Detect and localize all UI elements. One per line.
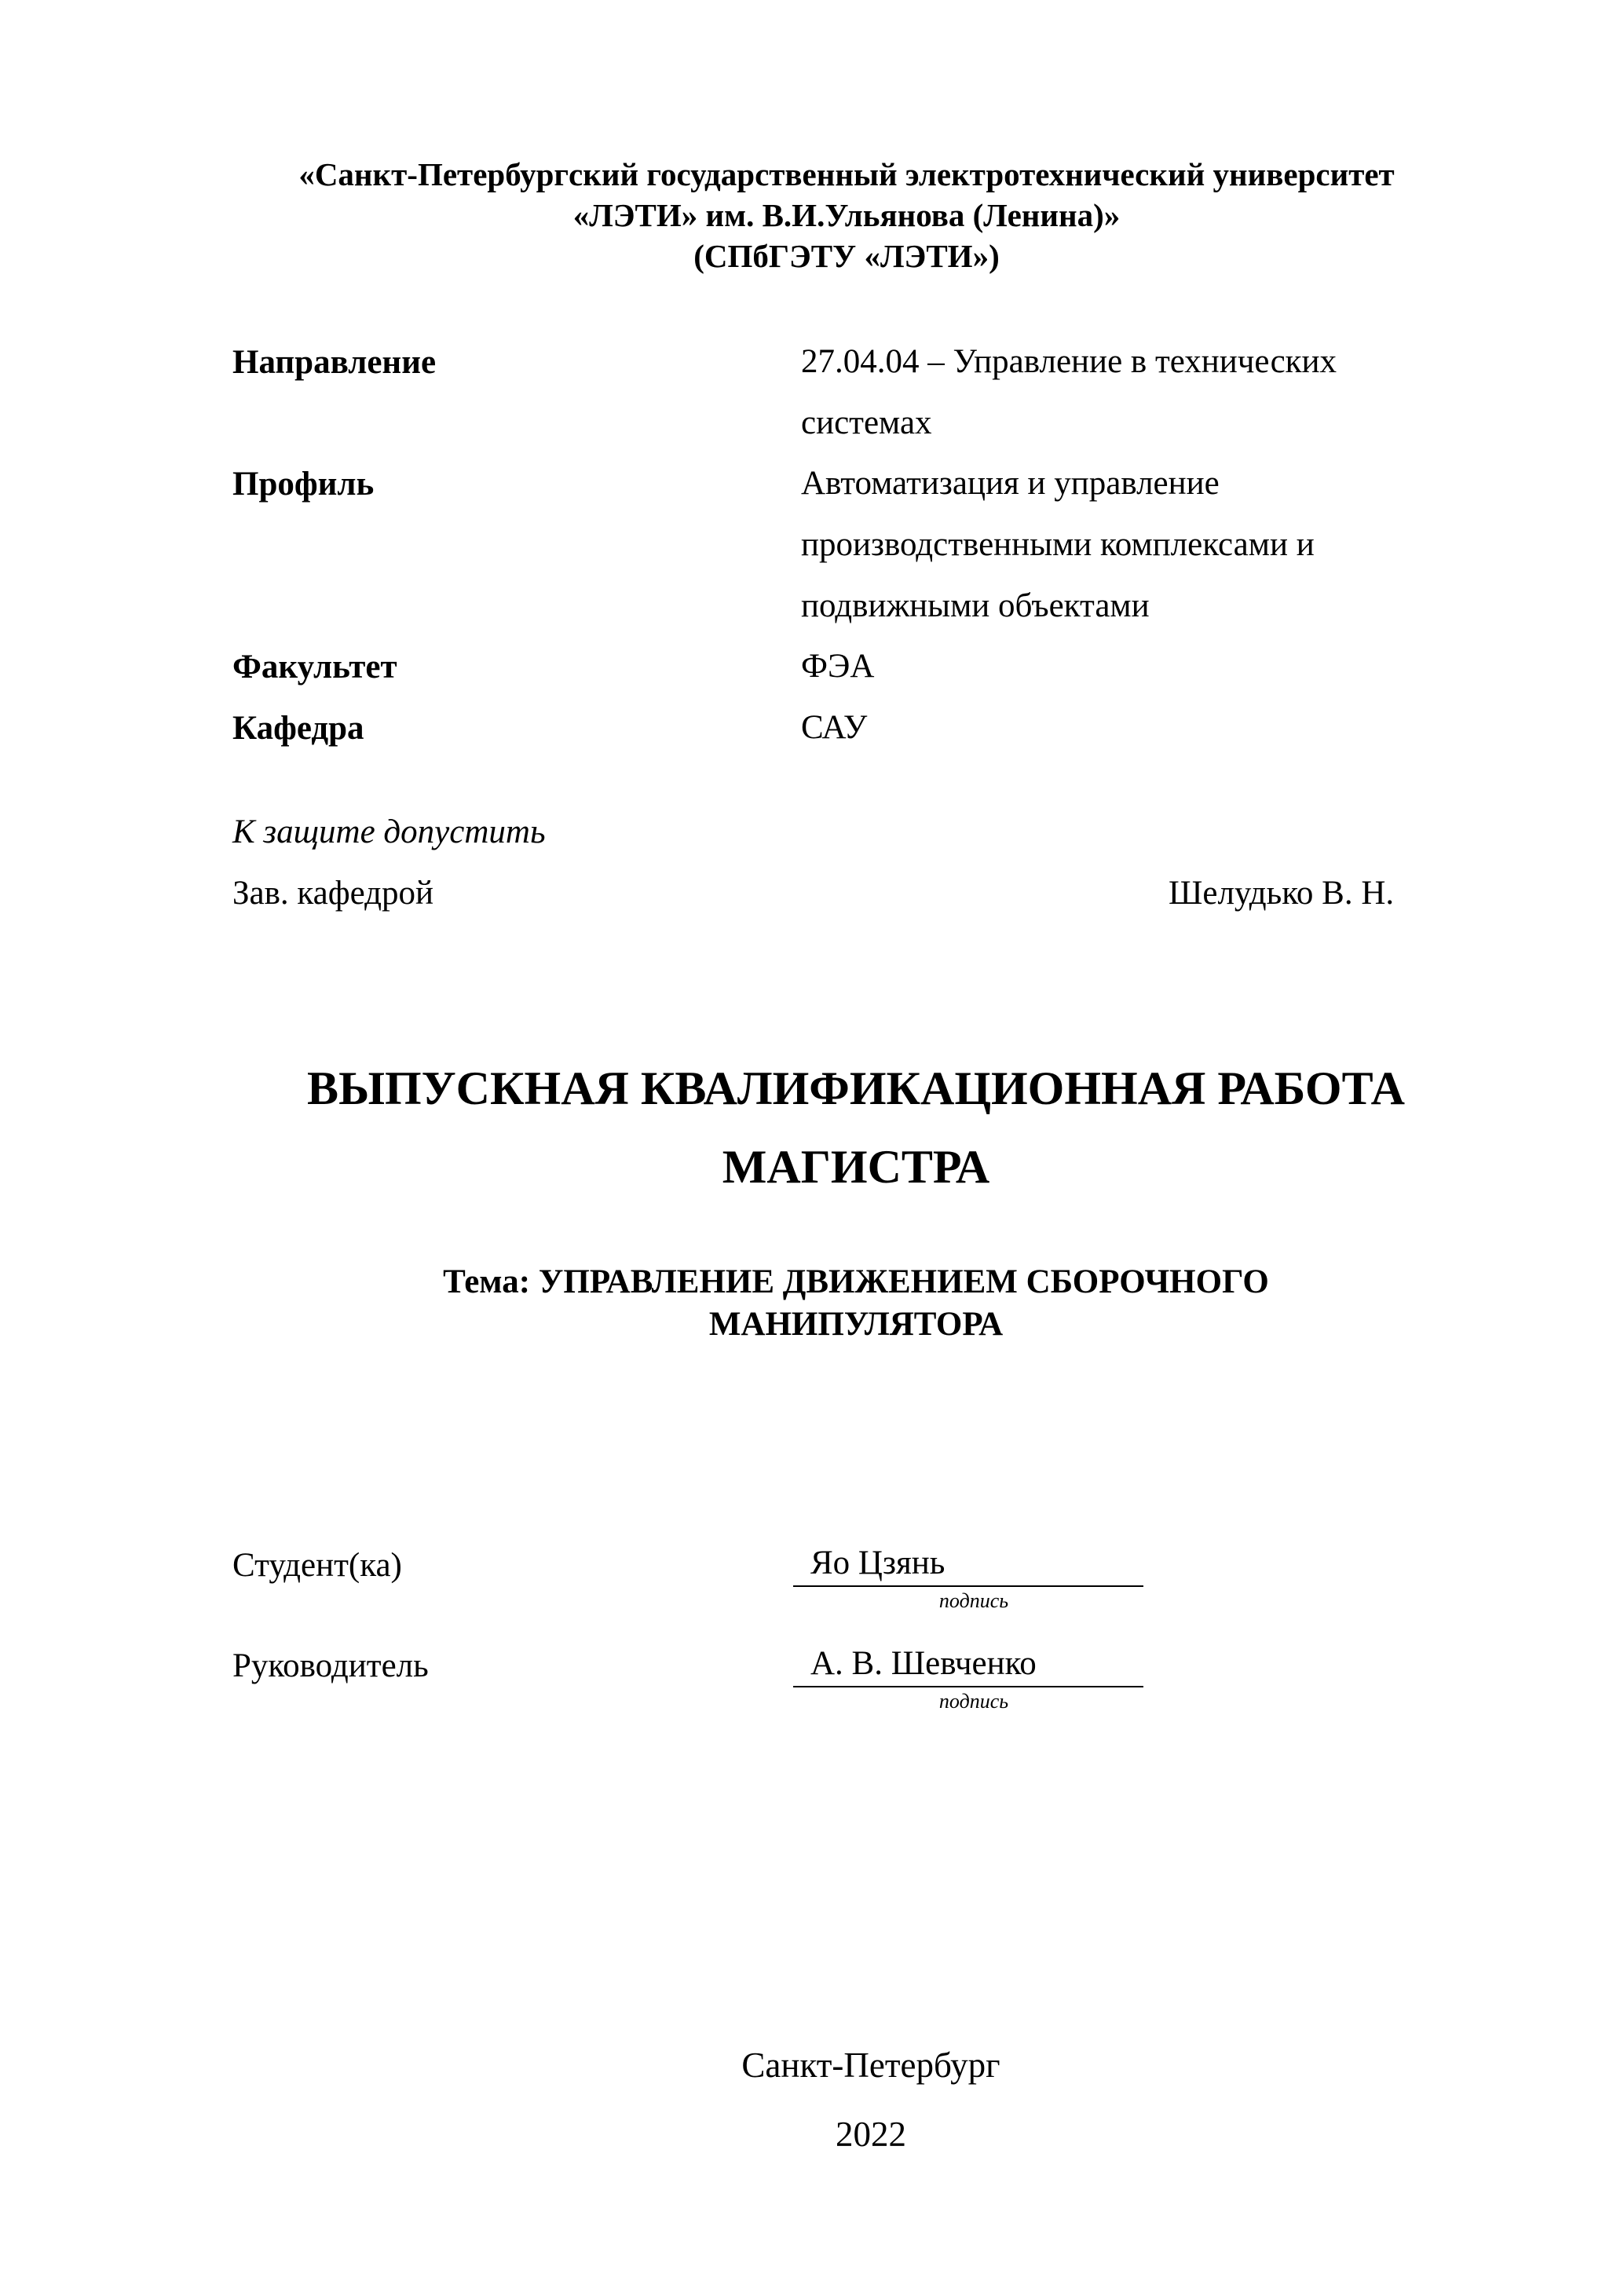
direction-label: Направление (232, 344, 437, 381)
city: Санкт-Петербург (741, 2046, 1000, 2085)
student-label: Студент(ка) (232, 1547, 402, 1584)
supervisor-signature-line (793, 1642, 1143, 1687)
thesis-theme-line-2: МАНИПУЛЯТОРА (708, 1306, 1004, 1343)
department-value: САУ (801, 709, 868, 746)
year: 2022 (836, 2115, 906, 2154)
head-of-department-name: Шелудько В. Н. (1169, 875, 1395, 912)
student-name: Яо Цзянь (810, 1545, 946, 1581)
thesis-title-line-1: ВЫПУСКНАЯ КВАЛИФИКАЦИОННАЯ РАБОТА (307, 1062, 1405, 1114)
admit-to-defense: К защите допустить (232, 813, 546, 850)
faculty-label: Факультет (232, 649, 397, 686)
thesis-theme-line-1: Тема: УПРАВЛЕНИЕ ДВИЖЕНИЕМ СБОРОЧНОГО (443, 1263, 1269, 1300)
head-of-department-label: Зав. кафедрой (232, 875, 434, 912)
faculty-value: ФЭА (801, 648, 875, 685)
university-name-line-2: «ЛЭТИ» им. В.И.Ульянова (Ленина)» (572, 197, 1121, 233)
supervisor-signature-caption: подпись (938, 1690, 1009, 1713)
supervisor-name: А. В. Шевченко (810, 1645, 1037, 1682)
student-signature-caption: подпись (938, 1589, 1009, 1612)
thesis-title-line-2: МАГИСТРА (722, 1141, 990, 1193)
profile-value: Автоматизация и управление производственными комплексами и подвижными объектами (801, 465, 1315, 624)
profile-label: Профиль (232, 466, 375, 503)
department-label: Кафедра (232, 710, 364, 747)
university-abbreviation: (СПбГЭТУ «ЛЭТИ») (693, 238, 1000, 274)
direction-value: 27.04.04 – Управление в технических системах (801, 343, 1337, 441)
university-name-line-1: «Санкт-Петербургский государственный электротехнический университет (298, 156, 1395, 192)
supervisor-label: Руководитель (232, 1647, 429, 1684)
student-signature-line (793, 1541, 1143, 1587)
